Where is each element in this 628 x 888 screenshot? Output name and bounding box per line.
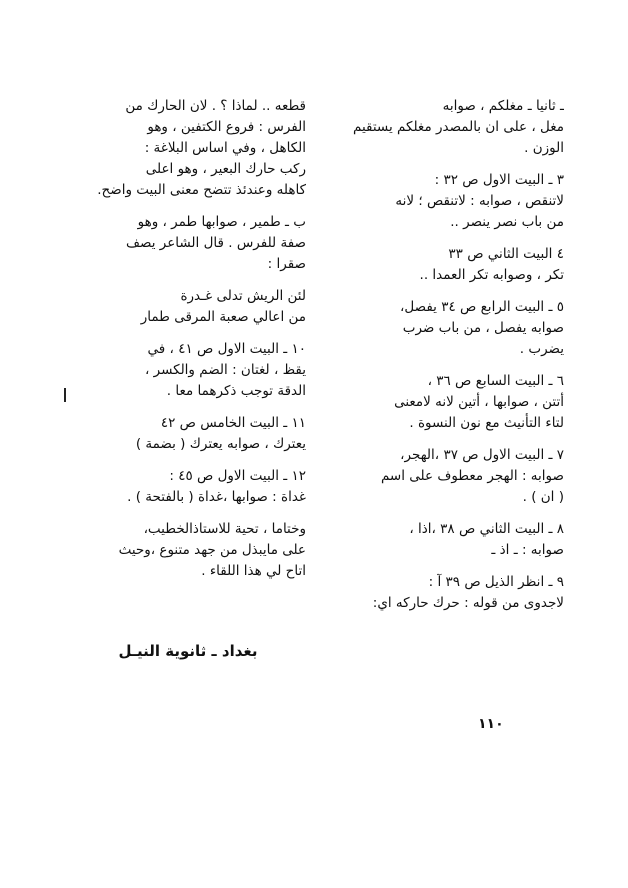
left-column-paragraph bbox=[68, 286, 306, 328]
text-line: على مايبذل من جهد متنوع ،وحيث bbox=[118, 542, 306, 558]
text-line: يضرب . bbox=[519, 341, 564, 357]
right-column-paragraph bbox=[302, 170, 564, 233]
text-line: من اعالي صعبة المرقى طمار bbox=[140, 309, 306, 325]
text-line: ١٠ ـ البيت الاول ص ٤١ ، في bbox=[147, 341, 306, 357]
right-column-paragraph bbox=[302, 244, 564, 286]
text-line: قطعه .. لماذا ؟ . لان الحارك من bbox=[125, 98, 306, 114]
text-line: ٤ البيت الثاني ص ٣٣ bbox=[448, 246, 564, 262]
text-line: ب ـ طمير ، صوابها طمر ، وهو bbox=[137, 214, 306, 230]
text-line: ٩ ـ انظر الذيل ص ٣٩ آ : bbox=[428, 574, 564, 590]
text-line: اتاح لي هذا اللقاء . bbox=[201, 563, 306, 579]
text-line: صقرا : bbox=[267, 256, 306, 272]
page-number: ١١٠ bbox=[478, 716, 504, 732]
margin-mark bbox=[64, 388, 66, 402]
text-line: الوزن . bbox=[524, 140, 564, 156]
text-line: مغل ، على ان بالمصدر مغلكم يستقيم bbox=[352, 119, 564, 135]
signature-line: بغداد ـ ثانوية النيـل bbox=[118, 642, 258, 660]
text-line: الكاهل ، وفي اساس البلاغة : bbox=[144, 140, 306, 156]
text-line: لتاء التأنيث مع نون النسوة . bbox=[409, 415, 564, 431]
right-column-paragraph bbox=[302, 519, 564, 561]
text-line: ٣ ـ البيت الاول ص ٣٢ : bbox=[434, 172, 564, 188]
text-line: لاجدوى من قوله : حرك حاركه اي: bbox=[372, 595, 564, 611]
left-column-paragraph bbox=[68, 466, 306, 508]
left-column-paragraph bbox=[68, 96, 306, 201]
text-line: يعترك ، صوابه يعترك ( بضمة ) bbox=[135, 436, 306, 452]
right-column-paragraph bbox=[302, 572, 564, 614]
text-line: وختاما ، تحية للاستاذالخطيب، bbox=[143, 521, 306, 537]
text-line: كاهله وعندئذ تتضح معنى البيت واضح. bbox=[97, 182, 306, 198]
text-line: الفرس : فروع الكتفين ، وهو bbox=[147, 119, 306, 135]
text-line: ( ان ) . bbox=[522, 489, 564, 505]
right-column-paragraph bbox=[302, 371, 564, 434]
text-line: ١٢ ـ البيت الاول ص ٤٥ : bbox=[169, 468, 306, 484]
right-column-paragraph bbox=[302, 96, 564, 159]
text-line: ٨ ـ البيت الثاني ص ٣٨ ،اذا ، bbox=[409, 521, 564, 537]
text-line: ـ ثانيا ـ مغلكم ، صوابه bbox=[442, 98, 564, 114]
right-column-paragraph bbox=[302, 445, 564, 508]
text-line: تكر ، وصوابه تكر العمدا .. bbox=[419, 267, 564, 283]
text-line: صوابه : الهجر معطوف على اسم bbox=[380, 468, 564, 484]
text-line: صوابه : ـ اذ ـ bbox=[491, 542, 564, 558]
text-line: ١١ ـ البيت الخامس ص ٤٢ bbox=[160, 415, 306, 431]
left-column-paragraph bbox=[68, 413, 306, 455]
text-line: من باب نصر ينصر .. bbox=[450, 214, 564, 230]
text-line: ٦ ـ البيت السابع ص ٣٦ ، bbox=[427, 373, 564, 389]
text-line: صوابه يفصل ، من باب ضرب bbox=[402, 320, 564, 336]
text-line: ٧ ـ البيت الاول ص ٣٧ ،الهجر، bbox=[400, 447, 564, 463]
text-line: لاتنقص ، صوابه : لاتنقص ؛ لانه bbox=[395, 193, 564, 209]
text-line: غداة : صوابها ،غداة ( بالفتحة ) . bbox=[127, 489, 306, 505]
right-column bbox=[302, 96, 564, 625]
text-line: الدقة توجب ذكرهما معا . bbox=[166, 383, 306, 399]
text-line: يقظ ، لغتان : الضم والكسر ، bbox=[144, 362, 306, 378]
text-line: لئن الريش تدلى غـدرة bbox=[180, 288, 306, 304]
left-column bbox=[68, 96, 306, 593]
text-line: ٥ ـ البيت الرابع ص ٣٤ يفصل، bbox=[400, 299, 564, 315]
text-line: ركب حارك البعير ، وهو اعلى bbox=[145, 161, 306, 177]
text-line: أتتن ، صوابها ، أتين لانه لامعنى bbox=[394, 394, 564, 410]
left-column-paragraph bbox=[68, 519, 306, 582]
text-line: صفة للفرس . قال الشاعر يصف bbox=[126, 235, 306, 251]
left-column-paragraph bbox=[68, 339, 306, 402]
left-column-paragraph bbox=[68, 212, 306, 275]
right-column-paragraph bbox=[302, 297, 564, 360]
